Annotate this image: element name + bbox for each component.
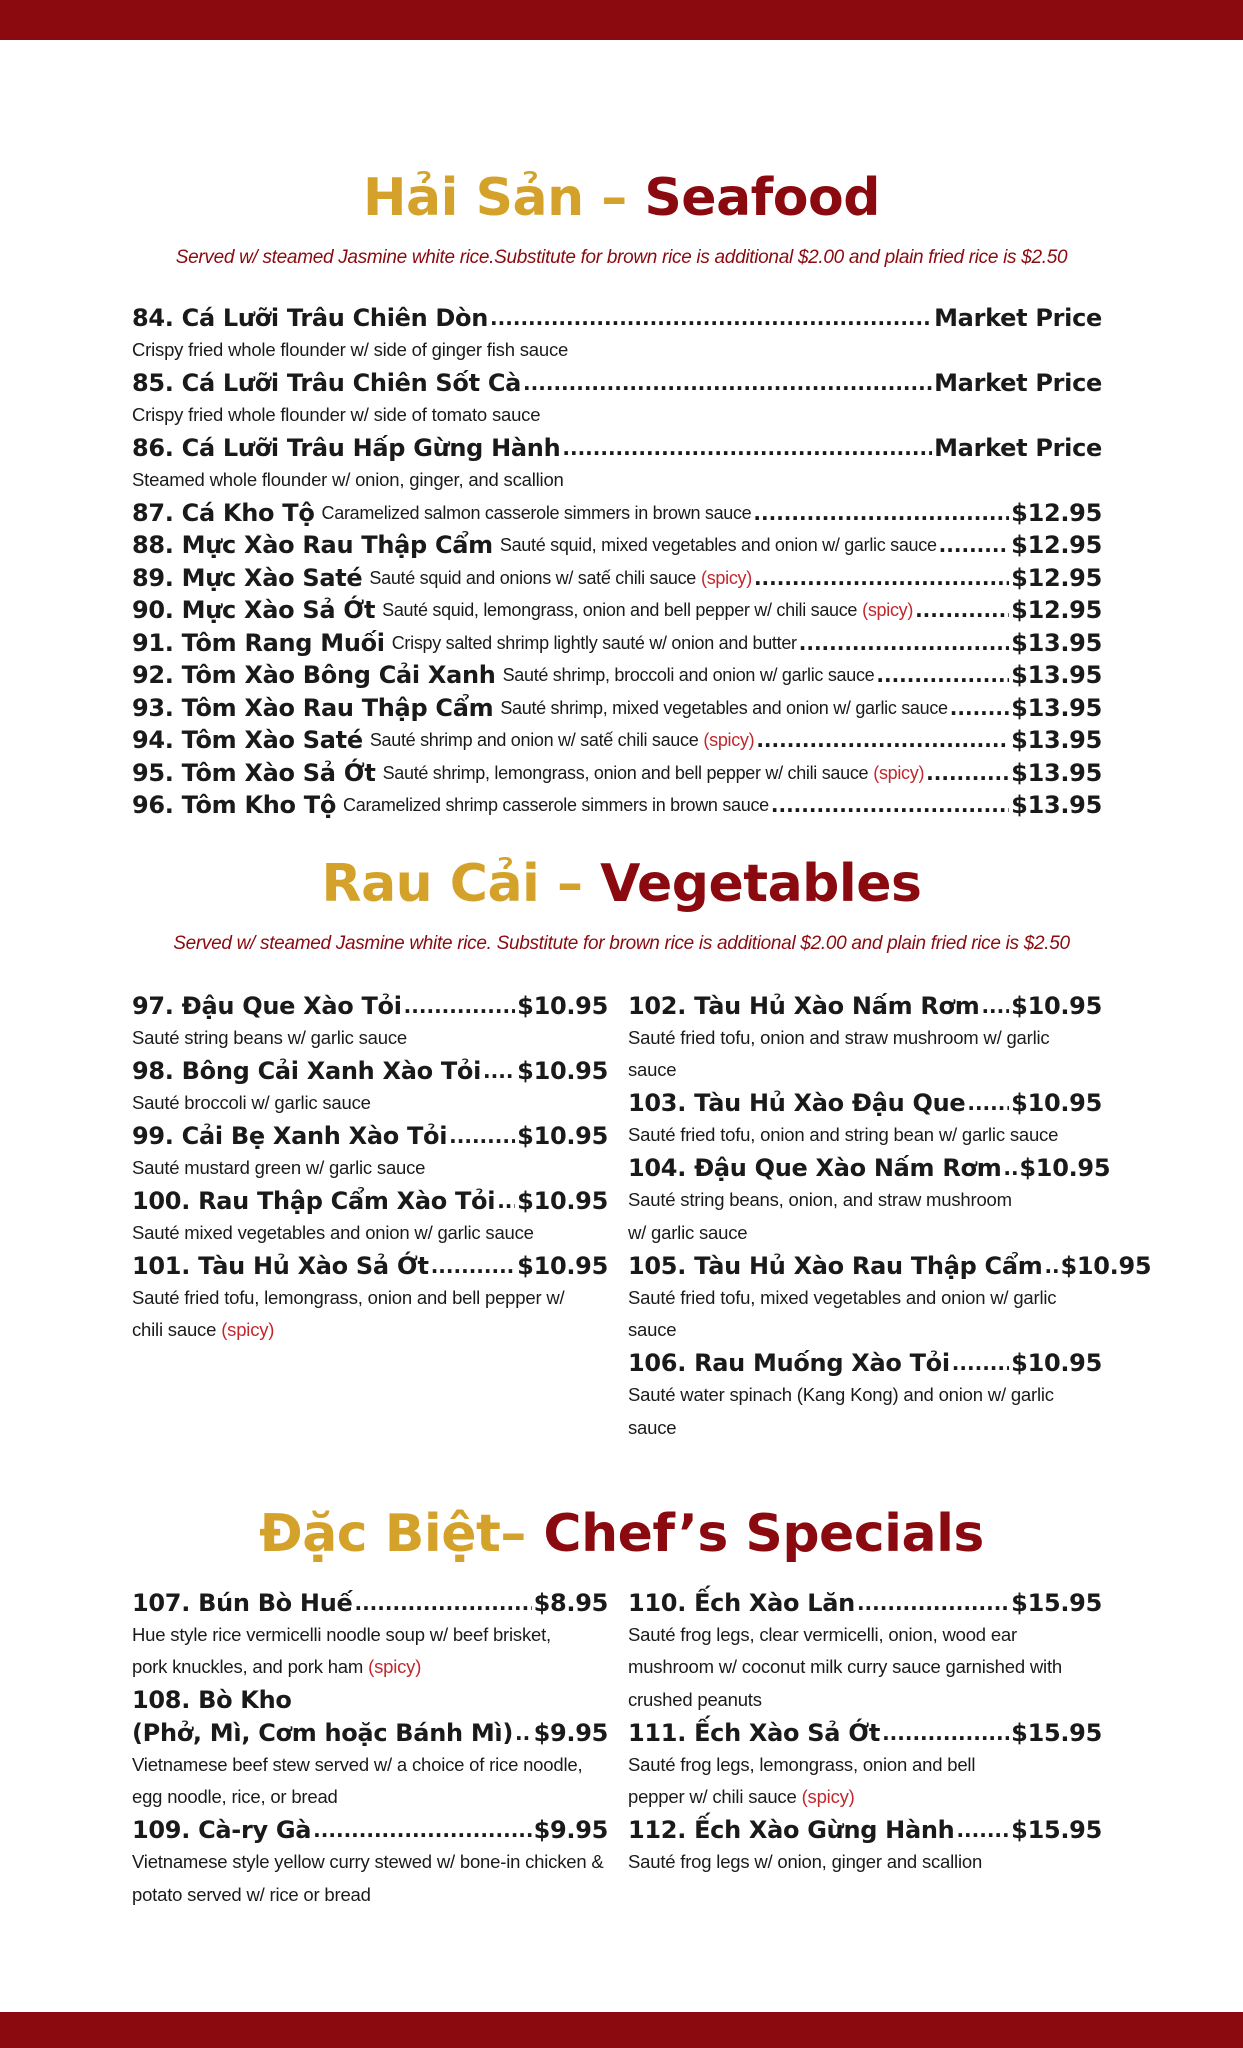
item-price: $10.95 [517,991,608,1020]
spicy-label: (spicy) [801,1786,855,1807]
item-description-line [132,399,1102,432]
item-price: $10.95 [517,1121,608,1150]
spicy-label: (spicy) [701,567,752,588]
menu-item-row [132,1119,608,1152]
menu-item [132,724,1102,757]
leader-dots [771,789,1009,821]
menu-item-row [132,724,1102,757]
item-description: Sauté squid, lemongrass, onion and bell pepper w/ chili sauce [382,600,858,620]
item-description-text: mushroom w/ coconut milk curry sauce garnished with [628,1656,1062,1677]
item-description-block [132,1152,608,1185]
item-name: 84. Cá Lưỡi Trâu Chiên Dòn [132,303,489,332]
seafood-title [0,168,1243,228]
item-description-text: Crispy fried whole flounder w/ side of tomato sauce [132,403,541,425]
item-description: Sauté shrimp, broccoli and onion w/ garlic sauce [502,665,875,685]
leader-dots [952,1347,1009,1379]
item-name: 87. Cá Kho Tộ [132,498,315,527]
item-description-block [132,334,1102,367]
item-price: $10.95 [517,1251,608,1280]
item-price: $12.95 [1011,498,1102,527]
item-price: $13.95 [1011,791,1102,819]
item-name: 90. Mực Xào Sả Ớt [132,596,376,624]
item-price: $13.95 [1011,726,1102,754]
menu-item [132,561,1102,594]
item-description-text: sauce [628,1059,677,1080]
item-description-text: Sauté broccoli w/ garlic sauce [132,1091,371,1113]
vegetables-note: Served w/ steamed Jasmine white rice. Substitute for brown rice is additional $2.00 and plain fried rice is $2.50 [173,933,1070,954]
item-name: 91. Tôm Rang Muối [132,628,385,657]
item-price: $10.95 [517,1056,608,1085]
item-description-line [628,1846,1102,1879]
item-description-text: Steamed whole flounder w/ onion, ginger, and scallion [132,468,564,490]
menu-item [628,1716,1102,1814]
top-band [0,0,1243,40]
menu-item [628,1249,1152,1347]
item-name: 104. Đậu Que Xào Nấm Rơm [628,1154,1002,1182]
item-description-text: Vietnamese style yellow curry stewed w/ bone-in chicken & [132,1851,604,1872]
item-description-line [628,1651,1102,1684]
leader-dots [956,1814,1009,1846]
leader-dots [753,497,1009,529]
vegetables-title [0,854,1243,914]
leader-dots [404,990,516,1022]
item-description-line [132,1749,608,1782]
item-description-text: pork knuckles, and pork ham [132,1656,364,1677]
menu-item [132,691,1102,724]
menu-item-row [628,1087,1102,1120]
menu-item [132,594,1102,627]
item-description-line [132,1314,608,1347]
item-description-line [132,1152,608,1185]
leader-dots [562,432,932,464]
leader-dots [1044,1250,1058,1282]
item-name: 109. Cà-ry Gà [132,1816,312,1844]
item-description-line [132,1087,608,1120]
leader-dots [431,1250,515,1282]
item-description: Crispy salted shrimp lightly sauté w/ onion and butter [391,632,797,653]
leader-dots [967,1087,1009,1119]
seafood-list [132,301,1102,821]
item-description-line [132,464,1102,497]
leader-dots [354,1587,531,1619]
item-description-text: potato served w/ rice or bread [132,1883,371,1905]
leader-dots [950,692,1009,724]
item-name: 86. Cá Lưỡi Trâu Hấp Gừng Hành [132,433,561,462]
item-description: Sauté shrimp, lemongrass, onion and bell pepper w/ chili sauce [382,762,869,783]
item-description-text: Hue style rice vermicelli noodle soup w/ beef brisket, [132,1623,551,1645]
item-description-text: Crispy fried whole flounder w/ side of ginger fish sauce [132,338,569,360]
item-description-block [132,399,1102,432]
specials-title [0,1504,1243,1564]
item-description-line [628,1119,1102,1152]
item-description-text: pepper w/ chili sauce [628,1786,797,1807]
item-description-text: Sauté fried tofu, lemongrass, onion and bell pepper w/ [132,1286,565,1308]
menu-item-row [132,594,1102,627]
item-description: Sauté shrimp, mixed vegetables and onion w/ garlic sauce [500,697,948,718]
item-description-line [628,1314,1102,1347]
menu-item [132,529,1102,562]
item-name: 102. Tàu Hủ Xào Nấm Rơm [628,991,980,1020]
item-price: $12.95 [1011,596,1102,624]
item-description-line [628,1054,1102,1087]
item-description-line [132,1781,608,1814]
item-description-text: Sauté frog legs, clear vermicelli, onion, wood ear [628,1623,1017,1645]
item-price: $9.95 [533,1718,608,1747]
leader-dots [515,1717,532,1749]
leader-dots [939,529,1010,561]
item-description-text: w/ garlic sauce [628,1221,748,1243]
vegetables-right-column [628,989,1152,1444]
item-price: $10.95 [1060,1251,1152,1280]
menu-item-row [132,561,1102,594]
menu-item [132,789,1102,822]
item-price: $10.95 [1019,1154,1111,1182]
item-name: 94. Tôm Xào Saté [132,726,363,754]
menu-item [132,659,1102,692]
item-description-block [628,1749,1102,1814]
spicy-label: (spicy) [368,1656,422,1677]
menu-item [132,1814,608,1912]
item-description-block [628,1282,1102,1347]
item-description: Sauté squid, mixed vegetables and onion w/ garlic sauce [499,535,937,555]
menu-item-title-line [132,1684,608,1717]
item-description-text: Sauté mixed vegetables and onion w/ garlic sauce [132,1221,534,1243]
vegetables-title-vi: Rau Cải – [321,854,583,914]
item-price: $10.95 [1011,991,1102,1020]
menu-item-row [132,1054,608,1087]
vegetables-title-en: Vegetables [600,854,922,914]
menu-item [132,1684,608,1814]
item-description-line [132,1217,608,1250]
leader-dots [915,594,1009,626]
item-description-line [628,1282,1102,1315]
item-description-text: Sauté fried tofu, mixed vegetables and onion w/ garlic [628,1286,1057,1308]
menu-item-row [132,431,1102,464]
menu-item [628,1814,1102,1879]
item-description-text: sauce [628,1319,677,1340]
item-price: $8.95 [533,1588,608,1617]
leader-dots [1003,1152,1017,1184]
item-price: $10.95 [1011,1089,1102,1117]
item-name: (Phở, Mì, Cơm hoặc Bánh Mì) [132,1718,513,1747]
menu-item [132,1054,608,1119]
item-name: 97. Đậu Que Xào Tỏi [132,991,402,1020]
menu-item-row [628,1586,1102,1619]
menu-item [132,989,608,1054]
item-description-line [628,1412,1102,1445]
item-price: $13.95 [1011,661,1102,689]
menu-item-row [628,1249,1152,1282]
menu-item-row [132,301,1102,334]
leader-dots [882,1717,1009,1749]
item-description-line [132,1282,608,1315]
item-description-line [132,334,1102,367]
item-description-line [628,1022,1102,1055]
item-description-text: Sauté string beans w/ garlic sauce [132,1026,407,1048]
specials-right-column [628,1586,1102,1879]
menu-item [628,1347,1102,1445]
seafood-note: Served w/ steamed Jasmine white rice.Substitute for brown rice is additional $2.00 and plain fried rice is $2.50 [175,247,1068,268]
menu-item-row [132,366,1102,399]
menu-item [132,626,1102,659]
menu-item-row [132,529,1102,562]
item-price: $12.95 [1011,563,1102,592]
menu-item-row [628,989,1102,1022]
seafood-title-vi: Hải Sản – [363,168,627,228]
menu-item [628,1087,1102,1152]
item-description-line [628,1217,1102,1250]
menu-item-row [132,1249,608,1282]
menu-item [132,496,1102,529]
leader-dots [483,1055,515,1087]
item-name: 107. Bún Bò Huế [132,1588,353,1617]
item-description-text: Sauté fried tofu, onion and straw mushroom w/ garlic [628,1026,1050,1048]
item-name: 88. Mực Xào Rau Thập Cẩm [132,531,493,559]
leader-dots [799,627,1009,659]
item-description-text: Sauté fried tofu, onion and string bean w/ garlic sauce [628,1124,1059,1145]
item-description-block [132,1217,608,1250]
menu-item [628,1586,1102,1716]
item-price: $15.95 [1011,1718,1102,1747]
item-description-block [628,1379,1102,1444]
item-description-text: egg noodle, rice, or bread [132,1786,338,1807]
leader-dots [497,1185,515,1217]
item-description-text: Sauté mustard green w/ garlic sauce [132,1156,426,1178]
item-name: 106. Rau Muống Xào Tỏi [628,1349,950,1377]
item-description-line [132,1022,608,1055]
menu-item-row [132,496,1102,529]
menu-item [132,756,1102,789]
item-name: 85. Cá Lưỡi Trâu Chiên Sốt Cà [132,368,522,397]
item-description: Sauté shrimp and onion w/ satế chili sauce [369,730,699,750]
menu-item-row [628,1152,1111,1185]
item-price: Market Price [934,368,1102,397]
specials-title-en: Chef’s Specials [543,1504,984,1564]
item-description-line [628,1749,1102,1782]
item-name: 108. Bò Kho [132,1686,292,1714]
item-price: $9.95 [533,1816,608,1844]
leader-dots [313,1814,531,1846]
item-description-line [132,1619,608,1652]
item-name: 111. Ếch Xào Sả Ớt [628,1718,881,1747]
menu-item [132,366,1102,431]
leader-dots [756,724,1009,756]
menu-item-row [628,1814,1102,1847]
item-description-line [132,1651,608,1684]
item-description-line [628,1619,1102,1652]
menu-item [132,1586,608,1684]
item-description-block [132,1282,608,1347]
leader-dots [876,659,1009,691]
leader-dots [523,367,932,399]
item-price: $15.95 [1011,1588,1102,1617]
specials-title-vi: Đặc Biệt– [259,1504,526,1564]
item-name: 99. Cải Bẹ Xanh Xào Tỏi [132,1121,448,1150]
item-description-block [132,1749,608,1814]
item-name: 112. Ếch Xào Gừng Hành [628,1816,955,1844]
item-description-block [132,1087,608,1120]
item-price: Market Price [934,433,1102,462]
item-description-text: Sauté string beans, onion, and straw mushroom [628,1189,1012,1210]
item-description: Caramelized shrimp casserole simmers in brown sauce [343,795,769,815]
item-price: $13.95 [1011,628,1102,657]
specials-left-column [132,1586,608,1911]
spicy-label: (spicy) [703,730,755,750]
menu-item [132,1249,608,1347]
item-description-block [628,1619,1102,1717]
vegetables-left-column [132,989,608,1347]
item-price: $10.95 [1011,1349,1102,1377]
item-price: $12.95 [1011,531,1102,559]
menu-item-row [132,691,1102,724]
spicy-label: (spicy) [862,600,914,620]
item-name: 110. Ếch Xào Lăn [628,1588,855,1617]
menu-item [132,431,1102,496]
item-description-text: crushed peanuts [628,1688,762,1710]
menu-item-row [132,989,608,1022]
item-description-block [628,1022,1102,1087]
menu-item [628,989,1102,1087]
leader-dots [490,302,932,334]
menu-item-row [132,659,1102,692]
leader-dots [754,562,1009,594]
item-description-text: Sauté frog legs, lemongrass, onion and bell [628,1753,976,1775]
item-description-block [132,1022,608,1055]
item-price: $13.95 [1011,758,1102,787]
item-description-text: Sauté water spinach (Kang Kong) and onion w/ garlic [628,1384,1054,1405]
item-name: 103. Tàu Hủ Xào Đậu Que [628,1089,966,1117]
item-name: 105. Tàu Hủ Xào Rau Thập Cẩm [628,1251,1043,1280]
menu-item [132,301,1102,366]
menu-item [132,1119,608,1184]
item-name: 101. Tàu Hủ Xào Sả Ớt [132,1251,429,1280]
item-description: Sauté squid and onions w/ satế chili sauce [369,567,697,588]
item-description-block [132,1619,608,1684]
spicy-label: (spicy) [873,762,925,783]
item-name: 100. Rau Thập Cẩm Xào Tỏi [132,1186,496,1215]
menu-item-row [132,1184,608,1217]
item-name: 96. Tôm Kho Tộ [132,791,337,819]
item-price: $13.95 [1011,693,1102,722]
menu-item-row [132,1586,608,1619]
menu-item-row [132,789,1102,822]
menu-item-row [132,626,1102,659]
item-description-text: sauce [628,1416,677,1438]
leader-dots [926,757,1009,789]
bottom-band [0,2012,1243,2048]
menu-item-row [132,1716,608,1749]
item-name: 98. Bông Cải Xanh Xào Tỏi [132,1056,482,1085]
item-price: $15.95 [1011,1816,1102,1844]
menu-item-row [132,1814,608,1847]
item-description-line [132,1846,608,1879]
item-description-block [132,1846,608,1911]
item-description-block [132,464,1102,497]
item-description-text: Sauté frog legs w/ onion, ginger and scallion [628,1851,983,1872]
seafood-title-en: Seafood [644,168,880,228]
item-description-block [628,1846,1102,1879]
leader-dots [857,1587,1009,1619]
menu-item-row [628,1716,1102,1749]
item-description-text: Vietnamese beef stew served w/ a choice of rice noodle, [132,1753,583,1775]
leader-dots [449,1120,515,1152]
item-description-line [628,1184,1102,1217]
item-description-block [628,1119,1102,1152]
item-description-line [628,1781,1102,1814]
leader-dots [981,990,1009,1022]
spicy-label: (spicy) [221,1319,275,1340]
item-price: Market Price [934,303,1102,332]
item-description-line [628,1684,1102,1717]
menu-item [132,1184,608,1249]
item-name: 95. Tôm Xào Sả Ớt [132,758,376,787]
item-name: 89. Mực Xào Saté [132,563,363,592]
item-description: Caramelized salmon casserole simmers in brown sauce [321,502,752,523]
item-description-text: chili sauce [132,1319,217,1340]
menu-item [628,1152,1111,1250]
menu-item-row [132,756,1102,789]
item-description-line [628,1379,1102,1412]
item-description-block [628,1184,1102,1249]
item-name: 92. Tôm Xào Bông Cải Xanh [132,661,496,689]
item-name: 93. Tôm Xào Rau Thập Cẩm [132,693,494,722]
menu-item-row [628,1347,1102,1380]
item-description-line [132,1879,608,1912]
item-price: $10.95 [517,1186,608,1215]
